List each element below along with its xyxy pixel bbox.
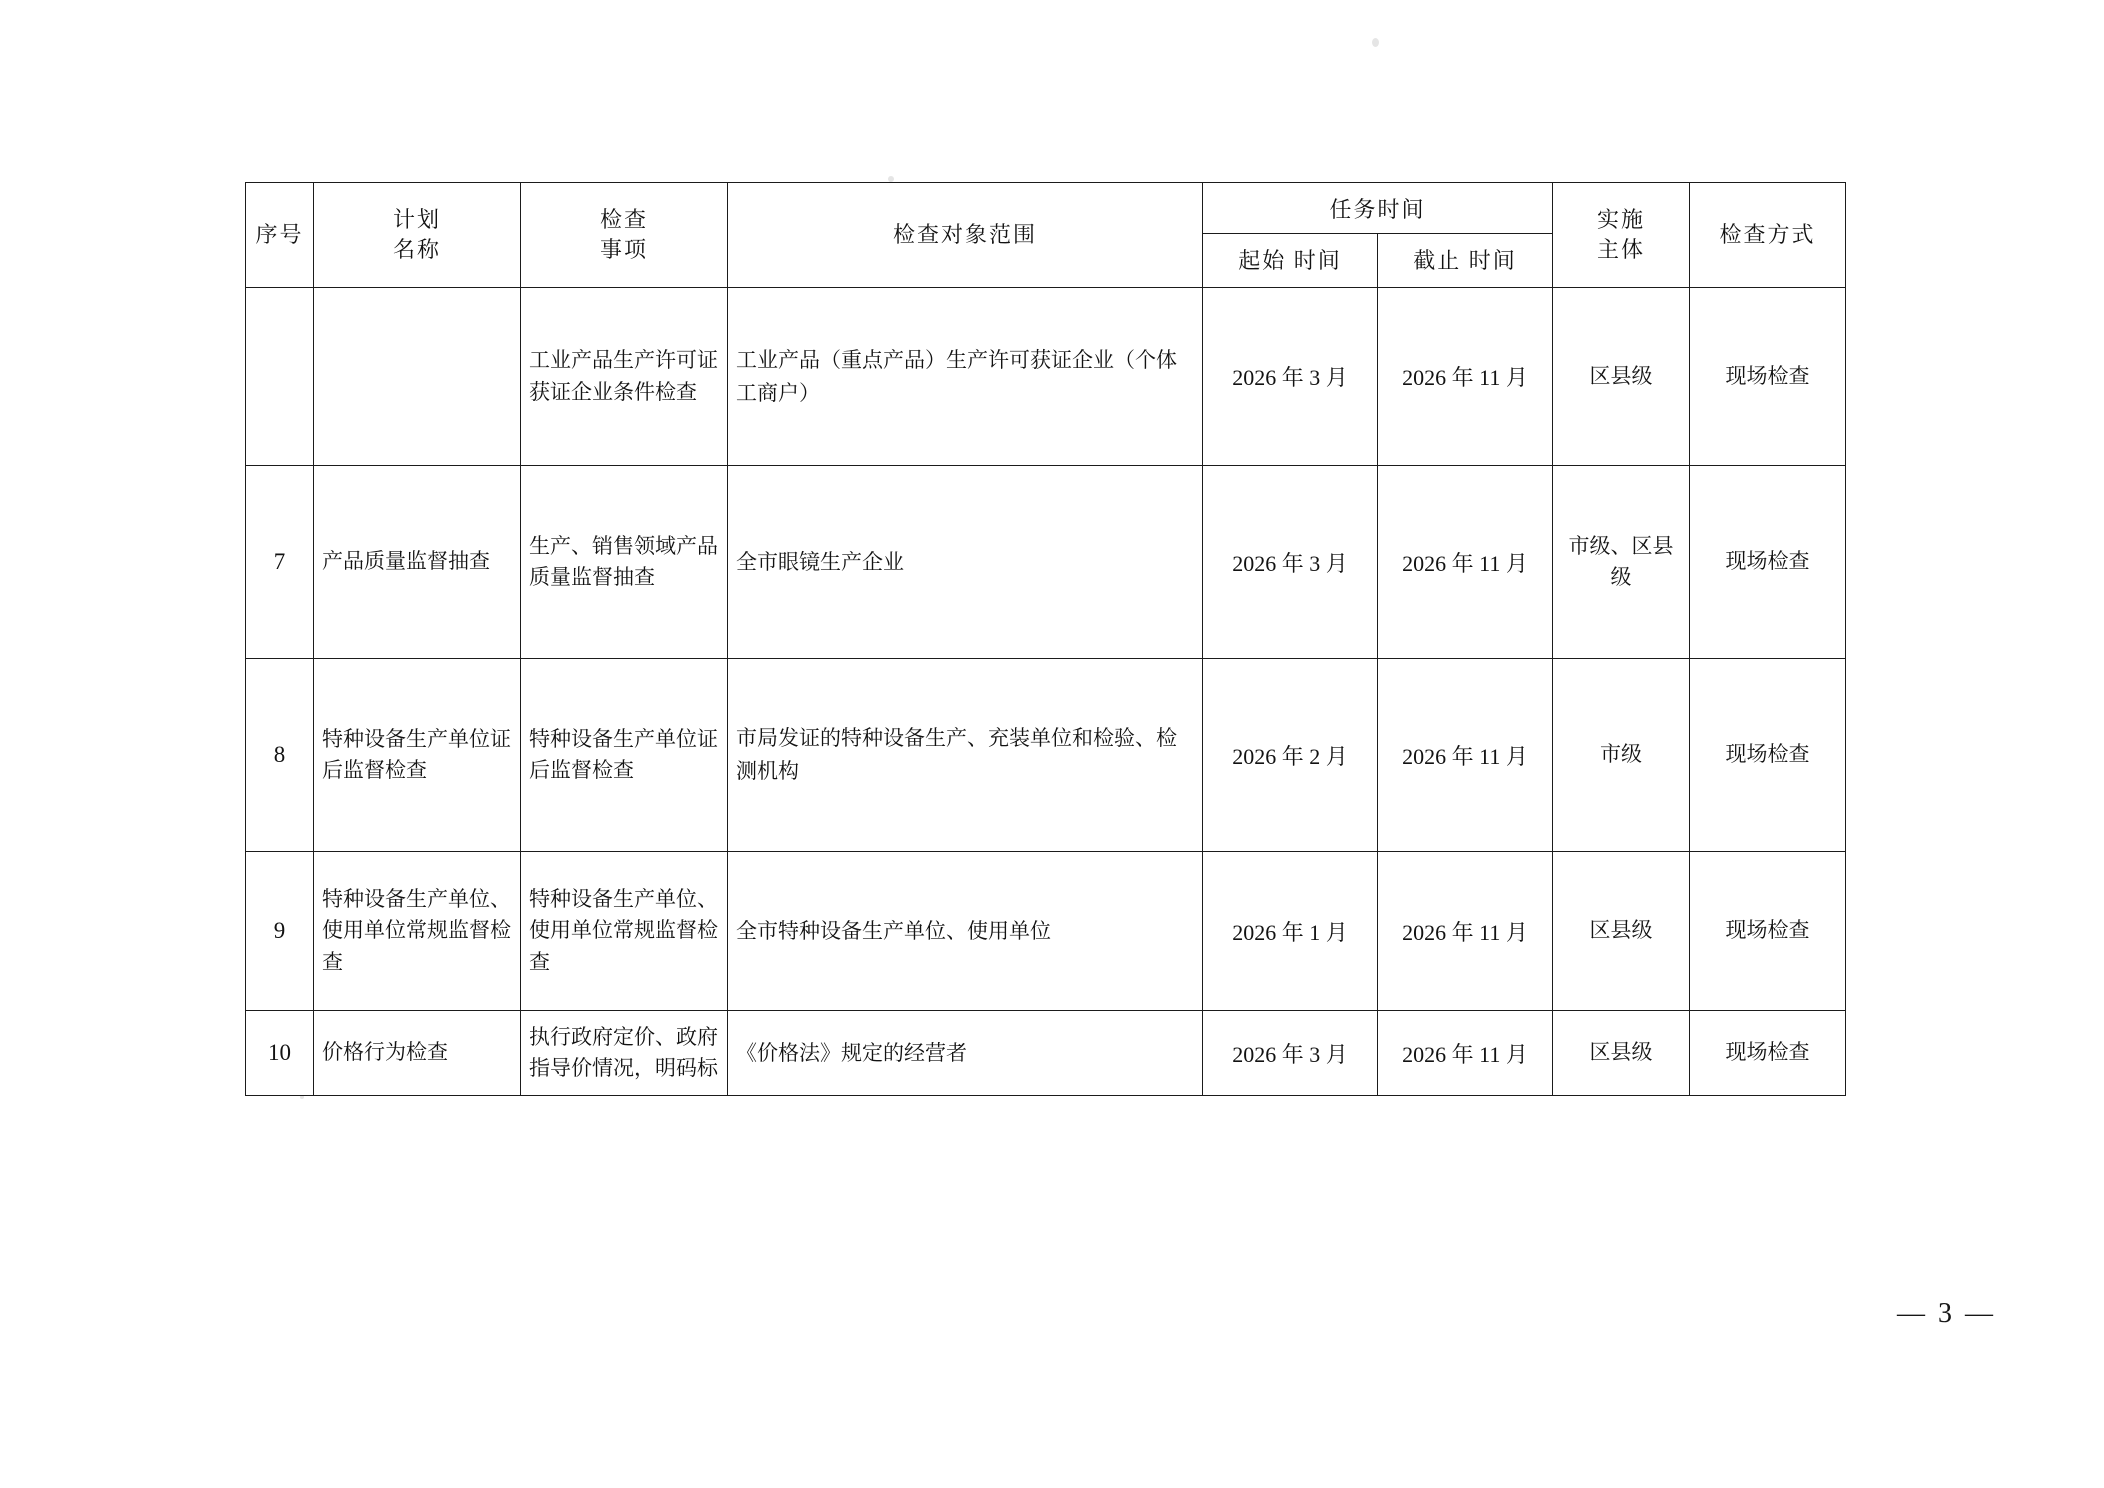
table-row [246, 466, 1846, 659]
cell-plan-name: 特种设备生产单位证后监督检查 [314, 659, 521, 852]
cell-start-time: 2026 年 2 月 [1203, 659, 1378, 852]
column-header-subject [1553, 183, 1690, 288]
cell-inspection-item: 特种设备生产单位、使用单位常规监督检查 [521, 852, 728, 1011]
table-body [246, 288, 1846, 1096]
cell-scope: 工业产品（重点产品）生产许可获证企业（个体工商户） [728, 288, 1203, 466]
column-header-inspection-item [521, 183, 728, 288]
column-header-end-time [1378, 234, 1553, 288]
cell-sequence [246, 288, 314, 466]
cell-sequence: 7 [246, 466, 314, 659]
column-header-plan-name-line1: 计划 [392, 207, 441, 233]
cell-method: 现场检查 [1690, 852, 1846, 1011]
page-number: — 3 — [1897, 1298, 1996, 1329]
cell-end-time: 2026 年 11 月 [1378, 1011, 1553, 1096]
column-header-task-time: 任务时间 [1203, 183, 1553, 234]
cell-scope: 市局发证的特种设备生产、充装单位和检验、检测机构 [728, 659, 1203, 852]
column-header-method [1690, 183, 1846, 288]
cell-method: 现场检查 [1690, 1011, 1846, 1096]
table-row [246, 1011, 1846, 1096]
cell-subject: 区县级 [1553, 288, 1690, 466]
cell-method: 现场检查 [1690, 659, 1846, 852]
cell-method: 现场检查 [1690, 288, 1846, 466]
cell-subject: 区县级 [1553, 1011, 1690, 1096]
cell-start-time: 2026 年 3 月 [1203, 466, 1378, 659]
cell-start-time: 2026 年 1 月 [1203, 852, 1378, 1011]
cell-plan-name: 特种设备生产单位、使用单位常规监督检查 [314, 852, 521, 1011]
cell-inspection-item: 工业产品生产许可证获证企业条件检查 [521, 288, 728, 466]
cell-end-time: 2026 年 11 月 [1378, 466, 1553, 659]
column-header-plan-name [314, 183, 521, 288]
cell-inspection-item: 生产、销售领域产品质量监督抽查 [521, 466, 728, 659]
column-header-sequence-line1: 序号 [255, 222, 304, 248]
column-header-end-time-line1: 截止 [1413, 247, 1462, 273]
inspection-plan-table-container [245, 182, 1845, 1096]
inspection-plan-table [245, 182, 1846, 1096]
table-row [246, 288, 1846, 466]
cell-sequence: 8 [246, 659, 314, 852]
column-header-sequence [246, 183, 314, 288]
table-header-row [246, 183, 1846, 234]
cell-method: 现场检查 [1690, 466, 1846, 659]
cell-subject: 区县级 [1553, 852, 1690, 1011]
cell-end-time: 2026 年 11 月 [1378, 852, 1553, 1011]
scan-speckle [1372, 38, 1379, 47]
column-header-scope [728, 183, 1203, 288]
cell-plan-name [314, 288, 521, 466]
cell-sequence: 10 [246, 1011, 314, 1096]
column-header-plan-name-line2: 名称 [392, 237, 441, 262]
column-header-scope-line1: 检查对象范围 [892, 222, 1037, 248]
cell-start-time: 2026 年 3 月 [1203, 1011, 1378, 1096]
cell-subject: 市级、区县级 [1553, 466, 1690, 659]
column-header-end-time-line2: 时间 [1468, 247, 1517, 273]
table-row [246, 659, 1846, 852]
cell-plan-name: 产品质量监督抽查 [314, 466, 521, 659]
cell-subject: 市级 [1553, 659, 1690, 852]
cell-sequence: 9 [246, 852, 314, 1011]
cell-start-time: 2026 年 3 月 [1203, 288, 1378, 466]
column-header-subject-line2: 主体 [1597, 237, 1646, 262]
cell-scope: 全市眼镜生产企业 [728, 466, 1203, 659]
column-header-method-line1: 检查方式 [1719, 222, 1816, 248]
cell-inspection-item: 执行政府定价、政府指导价情况，明码标 [521, 1011, 728, 1096]
column-header-start-time-line2: 时间 [1293, 247, 1342, 273]
cell-inspection-item: 特种设备生产单位证后监督检查 [521, 659, 728, 852]
cell-scope: 《价格法》规定的经营者 [728, 1011, 1203, 1096]
cell-scope: 全市特种设备生产单位、使用单位 [728, 852, 1203, 1011]
table-row [246, 852, 1846, 1011]
cell-end-time: 2026 年 11 月 [1378, 288, 1553, 466]
column-header-start-time-line1: 起始 [1238, 247, 1287, 273]
column-header-inspection-item-line2: 事项 [599, 237, 648, 262]
cell-plan-name: 价格行为检查 [314, 1011, 521, 1096]
column-header-inspection-item-line1: 检查 [599, 207, 648, 233]
column-header-subject-line1: 实施 [1597, 207, 1646, 233]
column-header-start-time [1203, 234, 1378, 288]
cell-end-time: 2026 年 11 月 [1378, 659, 1553, 852]
